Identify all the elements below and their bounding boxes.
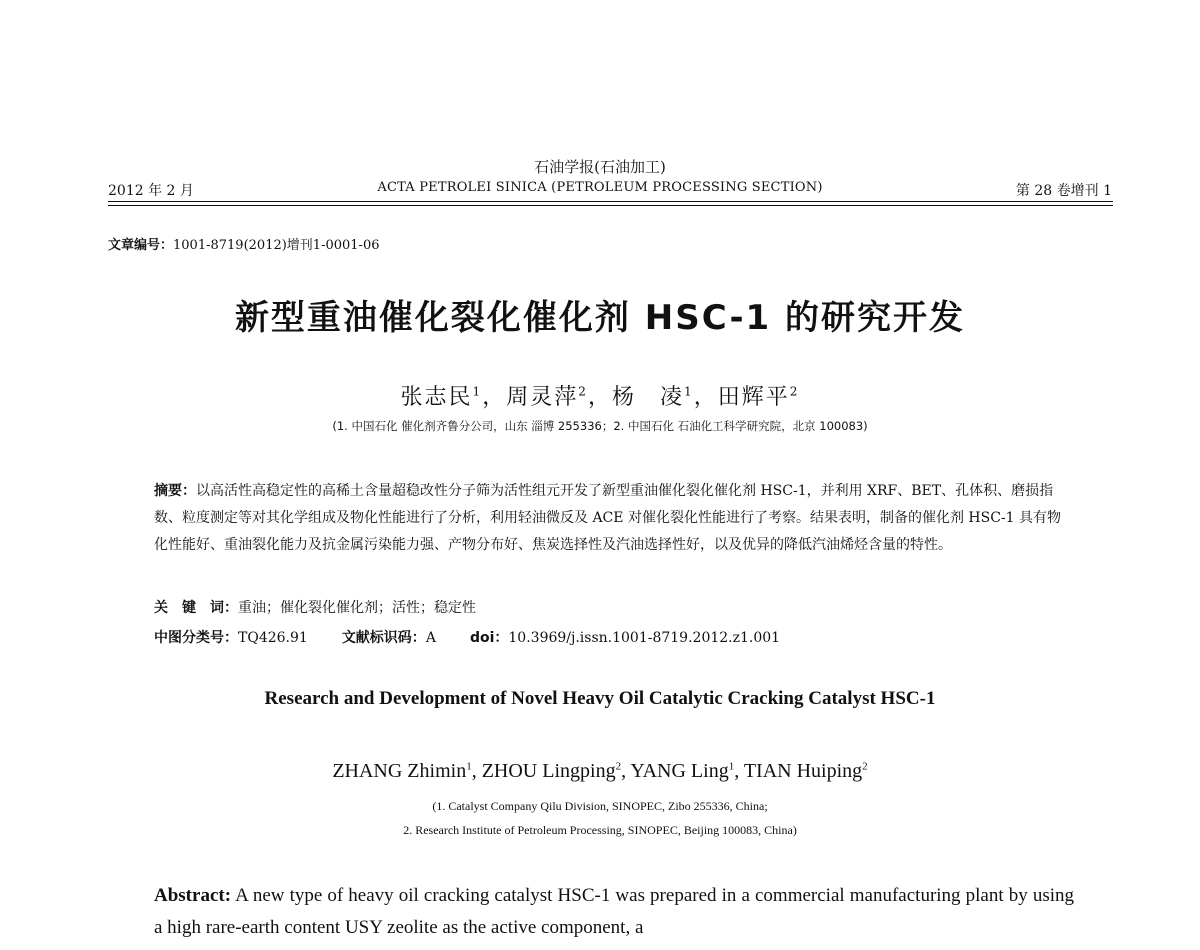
authors-en [0,760,1200,783]
author-en: YANG Ling [630,760,729,782]
abstract-cn-text: 以高活性高稳定性的高稀土含量超稳改性分子筛为活性组元开发了新型重油催化裂化催化剂 HSC-1，并利用 XRF、BET、孔体积、磨损指数、粒度测定等对其化学组成及物化性能进行了分析，利用轻油微反及 ACE 对催化裂化性能进行了考察。结果表明，制备的催化剂 HSC-1 具有物化性能好、重油裂化能力及抗金属污染能力强、产物分布好、焦炭选择性及汽油选择性好，以及优异的降低汽油烯烃含量的特性。 [154,483,1061,553]
author-cn: 杨 凌 [612,385,685,410]
paper-title-en: Research and Development of Novel Heavy Oil Catalytic Cracking Catalyst HSC-1 [264,688,936,709]
author-affil-mark: 1 [472,384,483,399]
author-en: ZHANG Zhimin [332,760,467,782]
author-affil-mark: 2 [578,384,588,399]
authors-cn [0,380,1200,411]
author-affil-mark: 1 [684,384,694,399]
keywords-text: 重油；催化裂化催化剂；活性；稳定性 [238,600,476,616]
author-separator: , [621,760,631,782]
affiliation-en-2: 2. Research Institute of Petroleum Processing, SINOPEC, Beijing 100083, China) [403,823,797,837]
author-affil-mark: 1 [728,760,735,773]
journal-title-en: ACTA PETROLEI SINICA (PETROLEUM PROCESSING SECTION) [377,180,823,195]
author-affil-mark: 2 [789,384,800,399]
clc-label: 中图分类号： [154,630,238,646]
doc-code-label: 文献标识码： [341,630,426,646]
issue-date: 2012 年 2 月 [108,183,194,199]
header-rule-thin [108,205,1113,206]
paper-title-cn: 新型重油催化裂化催化剂 HSC-1 的研究开发 [234,298,966,338]
abstract-en-label: Abstract: [154,885,232,906]
author-separator: ， [693,385,718,410]
clc-value: TQ426.91 [238,630,308,646]
doi-value[interactable]: 10.3969/j.issn.1001-8719.2012.z1.001 [508,630,781,646]
article-number-value: 1001-8719(2012)增刊1-0001-06 [173,238,380,253]
journal-title-cn: 石油学报(石油加工) [534,158,666,176]
author-separator: ， [587,385,612,410]
author-affil-mark: 2 [615,760,622,773]
doi-label: doi： [469,630,509,646]
abstract-cn [154,478,1074,559]
affiliation-en-1: (1. Catalyst Company Qilu Division, SINOPEC, Zibo 255336, China; [432,799,768,813]
abstract-cn-label: 摘要： [154,483,196,499]
author-separator: , [471,760,482,782]
volume-issue: 第 28 卷增刊 1 [1015,183,1112,199]
author-cn: 周灵萍 [506,385,579,410]
author-affil-mark: 1 [466,760,472,773]
header-rule-thick [108,201,1113,202]
abstract-en-text: A new type of heavy oil cracking catalyst HSC-1 was prepared in a commercial manufacturing plant by using a high rare-earth content USY zeolite as the active component, a [154,885,1074,938]
abstract-en [154,880,1074,944]
author-affil-mark: 2 [862,760,868,773]
author-cn: 田辉平 [717,385,790,410]
doc-code-value: A [425,630,436,646]
author-separator: ， [482,385,507,410]
author-separator: , [734,760,744,782]
article-number-label: 文章编号： [108,238,174,253]
author-cn: 张志民 [400,385,473,410]
author-en: ZHOU Lingping [481,760,616,782]
article-number [108,234,380,253]
affiliation-cn: (1. 中国石化 催化剂齐鲁分公司，山东 淄博 255336；2. 中国石化 石油化工科学研究院，北京 100083) [332,419,868,433]
keywords-cn [154,597,476,617]
classification-line [154,627,780,647]
author-en: TIAN Huiping [743,760,863,782]
keywords-label: 关 键 词： [154,600,238,616]
